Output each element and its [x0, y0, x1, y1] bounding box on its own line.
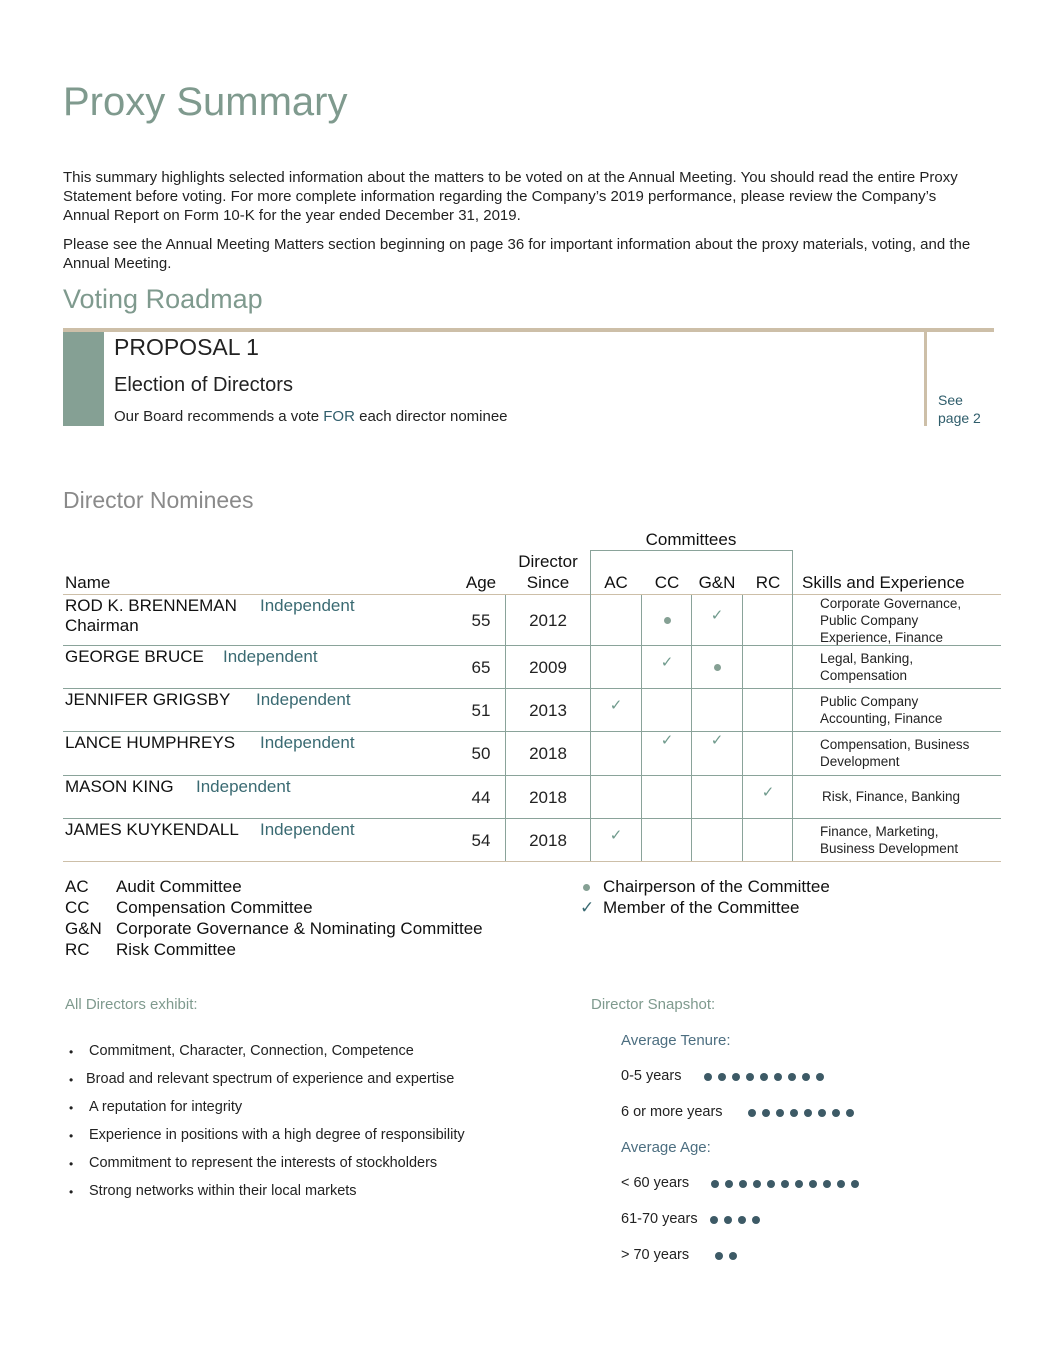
person-dot-icon: [748, 1109, 756, 1117]
age-header: Age: [465, 573, 497, 592]
col-divider-cc: [691, 595, 692, 861]
snapshot-label: 6 or more years: [621, 1104, 723, 1120]
check-icon: ✓: [660, 732, 674, 749]
member-legend-label: Member of the Committee: [603, 898, 800, 917]
nominee-since: 2013: [529, 700, 567, 720]
committee-code: AC: [65, 877, 89, 896]
check-icon: ✓: [761, 783, 775, 801]
skills-line: Finance, Marketing,: [820, 823, 939, 839]
nominee-name: JENNIFER GRIGSBY: [65, 690, 231, 709]
chair-dot-icon: [714, 664, 721, 671]
nominee-since: 2009: [529, 657, 567, 677]
dot-scale: [748, 1109, 860, 1117]
intro-paragraph-1: This summary highlights selected information about the matters to be voted on at the Annual Meeting. You should read the entire Proxy Statement before voting. For more complete information regarding the Company’s 2019 performance, please review the Company’s Annual Report on Form 10-K for the year ended December 31, 2019.: [63, 169, 958, 224]
nominee-skills: [820, 693, 1005, 727]
nominee-since: 2018: [529, 830, 567, 850]
person-dot-icon: [710, 1216, 718, 1224]
see-page-link[interactable]: [938, 391, 998, 427]
cc-header: CC: [654, 573, 680, 592]
intro-paragraph-2: Please see the Annual Meeting Matters section beginning on page 36 for important information about the proxy materials, voting, and the Annual Meeting.: [63, 236, 971, 272]
nominee-since: 2018: [529, 787, 567, 807]
nominee-name: LANCE HUMPHREYS: [65, 733, 236, 752]
skills-line: Legal, Banking,: [820, 650, 914, 666]
person-dot-icon: [790, 1109, 798, 1117]
snapshot-label: 0-5 years: [621, 1068, 682, 1084]
exhibit-heading: All Directors exhibit:: [65, 996, 198, 1013]
bullet-icon: •: [69, 1073, 74, 1087]
committee-code: G&N: [65, 919, 102, 938]
nominee-age: 50: [471, 744, 491, 763]
committee-code: CC: [65, 898, 90, 917]
proposal-top-rule: [63, 328, 994, 332]
nominee-since: 2018: [529, 744, 567, 763]
skills-line: Business Development: [820, 840, 959, 856]
nominee-name: MASON KING: [65, 777, 174, 796]
nominee-age: 44: [471, 787, 491, 807]
independent-tag: Independent: [256, 690, 351, 709]
ac-header: AC: [604, 573, 628, 592]
person-dot-icon: [725, 1180, 733, 1188]
nominee-age: 54: [471, 830, 491, 850]
exhibit-item: Commitment, Character, Connection, Competence: [89, 1043, 414, 1059]
committee-name: Audit Committee: [116, 877, 242, 896]
rec-text-before: Our Board recommends a vote: [114, 408, 324, 425]
since-header: Since: [526, 573, 570, 592]
person-dot-icon: [732, 1073, 740, 1081]
row-divider: [63, 688, 1001, 689]
skills-line: Development: [820, 754, 900, 769]
snapshot-heading: Director Snapshot:: [591, 996, 716, 1013]
check-icon: ✓: [580, 898, 595, 917]
bullet-icon: •: [69, 1185, 74, 1199]
person-dot-icon: [823, 1180, 831, 1188]
independent-tag: Independent: [260, 733, 355, 752]
person-dot-icon: [738, 1216, 746, 1224]
page-ref: page 2: [938, 410, 981, 426]
bullet-icon: •: [69, 1101, 74, 1115]
bullet-icon: •: [69, 1045, 74, 1059]
nominee-name: ROD K. BRENNEMAN: [65, 596, 237, 615]
see-label: See: [938, 392, 963, 408]
person-dot-icon: [788, 1073, 796, 1081]
nominee-age: 55: [471, 611, 491, 630]
row-divider: [63, 818, 1001, 819]
skills-line: Accounting, Finance: [820, 710, 943, 726]
exhibit-item: Commitment to represent the interests of stockholders: [89, 1155, 438, 1171]
nominee-age: 51: [471, 700, 491, 720]
chair-dot-icon: [664, 617, 671, 624]
person-dot-icon: [760, 1073, 768, 1081]
check-icon: ✓: [660, 653, 674, 671]
independent-tag: Independent: [196, 777, 291, 796]
person-dot-icon: [746, 1073, 754, 1081]
committees-header: Committees: [645, 530, 737, 549]
person-dot-icon: [776, 1109, 784, 1117]
bullet-icon: •: [69, 1129, 74, 1143]
nominee-skills: [822, 788, 1007, 805]
independent-tag: Independent: [260, 820, 355, 839]
exhibit-item: Broad and relevant spectrum of experience and expertise: [86, 1071, 455, 1087]
person-dot-icon: [795, 1180, 803, 1188]
person-dot-icon: [851, 1180, 859, 1188]
person-dot-icon: [804, 1109, 812, 1117]
nominee-name: GEORGE BRUCE: [65, 647, 204, 666]
committee-name: Corporate Governance & Nominating Committee: [116, 919, 483, 938]
person-dot-icon: [767, 1180, 775, 1188]
person-dot-icon: [739, 1180, 747, 1188]
age-heading: Average Age:: [621, 1139, 711, 1156]
proposal-recommendation: [114, 408, 508, 425]
chair-dot-icon: [583, 884, 590, 891]
person-dot-icon: [762, 1109, 770, 1117]
committee-name: Compensation Committee: [116, 898, 313, 917]
person-dot-icon: [809, 1180, 817, 1188]
rec-for: FOR: [323, 408, 355, 425]
person-dot-icon: [846, 1109, 854, 1117]
exhibit-item: Strong networks within their local markets: [89, 1183, 357, 1199]
proposal-right-rule: [924, 332, 927, 426]
person-dot-icon: [711, 1180, 719, 1188]
skills-line: Experience, Finance: [820, 630, 944, 645]
voting-roadmap-heading: Voting Roadmap: [63, 284, 263, 314]
person-dot-icon: [715, 1252, 723, 1260]
page-title: Proxy Summary: [63, 80, 348, 124]
director-header: Director: [518, 552, 578, 571]
col-divider-ac: [641, 595, 642, 861]
skills-line: Compensation, Business: [820, 737, 970, 752]
nominee-since: 2012: [529, 611, 567, 630]
nominee-skills: [820, 595, 1005, 646]
director-nominees-heading: Director Nominees: [63, 487, 254, 513]
proposal-number: PROPOSAL 1: [114, 334, 259, 360]
nominee-skills: [820, 650, 1005, 684]
person-dot-icon: [753, 1180, 761, 1188]
committee-code: RC: [65, 940, 90, 959]
chair-legend-label: Chairperson of the Committee: [603, 877, 830, 896]
nominee-name: JAMES KUYKENDALL: [65, 820, 239, 839]
person-dot-icon: [752, 1216, 760, 1224]
row-divider: [63, 775, 1001, 776]
nominee-skills: [820, 736, 1005, 770]
nominee-age: 65: [471, 657, 491, 677]
check-icon: ✓: [710, 732, 724, 749]
snapshot-label: < 60 years: [621, 1175, 690, 1191]
skills-line: Public Company: [820, 693, 919, 709]
committees-top-rule: [591, 550, 793, 551]
row-divider: [63, 731, 1001, 732]
person-dot-icon: [774, 1073, 782, 1081]
person-dot-icon: [802, 1073, 810, 1081]
person-dot-icon: [724, 1216, 732, 1224]
exhibit-item: A reputation for integrity: [89, 1099, 243, 1115]
col-divider-rc: [792, 550, 793, 861]
col-divider-since: [590, 550, 591, 861]
nominee-skills: [820, 823, 1005, 857]
check-icon: ✓: [609, 826, 623, 844]
dot-scale: [715, 1252, 743, 1260]
snapshot-label: 61-70 years: [621, 1211, 698, 1227]
dot-scale: [710, 1216, 766, 1224]
person-dot-icon: [816, 1073, 824, 1081]
col-divider-gn: [742, 595, 743, 861]
independent-tag: Independent: [260, 596, 355, 615]
proposal-title: Election of Directors: [114, 374, 293, 396]
tenure-heading: Average Tenure:: [621, 1032, 731, 1049]
skills-line: Public Company: [820, 613, 919, 628]
dot-scale: [704, 1073, 830, 1081]
skills-header: Skills and Experience: [802, 573, 965, 592]
independent-tag: Independent: [223, 647, 318, 666]
gn-header: G&N: [698, 573, 736, 592]
col-divider-age: [505, 595, 506, 861]
person-dot-icon: [781, 1180, 789, 1188]
exhibit-item: Experience in positions with a high degree of responsibility: [89, 1127, 465, 1143]
skills-line: Corporate Governance,: [820, 596, 962, 611]
skills-line: Risk, Finance, Banking: [822, 788, 961, 804]
table-bottom-rule: [63, 861, 1001, 862]
person-dot-icon: [718, 1073, 726, 1081]
row-divider: [63, 645, 1001, 646]
person-dot-icon: [818, 1109, 826, 1117]
proposal-accent-bar: [63, 332, 104, 426]
rc-header: RC: [755, 573, 781, 592]
person-dot-icon: [832, 1109, 840, 1117]
nominee-role: Chairman: [65, 616, 139, 635]
rec-text-after: each director nominee: [354, 408, 508, 425]
snapshot-label: > 70 years: [621, 1247, 690, 1263]
person-dot-icon: [837, 1180, 845, 1188]
skills-line: Compensation: [820, 667, 908, 683]
person-dot-icon: [704, 1073, 712, 1081]
dot-scale: [711, 1180, 865, 1188]
bullet-icon: •: [69, 1157, 74, 1171]
name-header: Name: [65, 573, 111, 592]
check-icon: ✓: [710, 607, 724, 624]
check-icon: ✓: [609, 696, 623, 714]
person-dot-icon: [729, 1252, 737, 1260]
committee-name: Risk Committee: [116, 940, 236, 959]
